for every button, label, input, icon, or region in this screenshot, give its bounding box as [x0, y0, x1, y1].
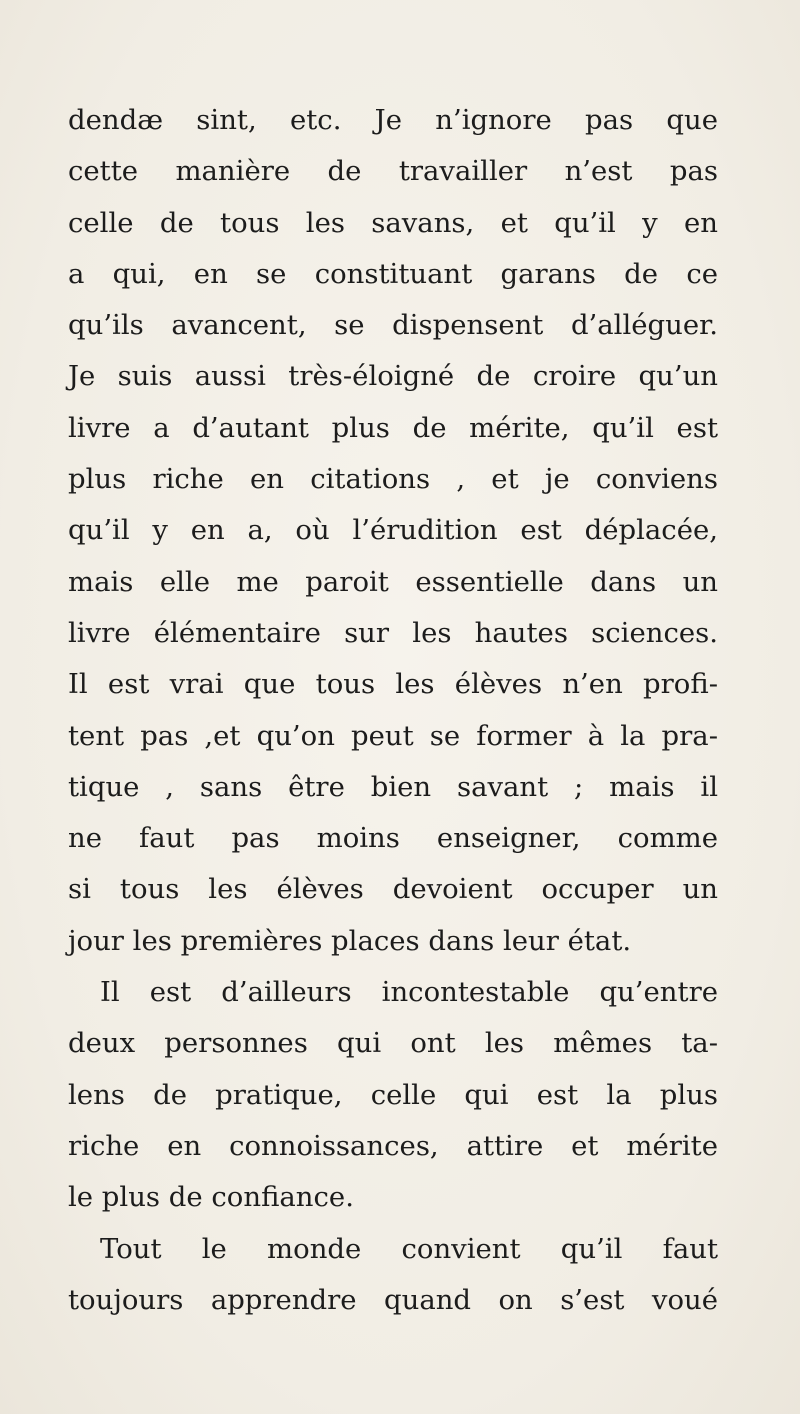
text-line: le plus de confiance.: [68, 1181, 354, 1214]
page-text: [68, 95, 718, 1326]
text-line: Tout le monde convient qu’il faut: [100, 1232, 718, 1265]
paragraph-1: [68, 95, 718, 967]
text-line: deux personnes qui ont les mêmes ta-: [68, 1027, 718, 1060]
paragraph-2: [68, 967, 718, 1223]
text-line: mais elle me paroit essentielle dans un: [68, 565, 718, 598]
text-line: cette manière de travailler n’est pas: [68, 155, 718, 188]
text-line: livre a d’autant plus de mérite, qu’il est: [68, 411, 718, 444]
text-line: si tous les élèves devoient occuper un: [68, 873, 718, 906]
text-line: riche en connoissances, attire et mérite: [68, 1129, 718, 1162]
text-line: Il est vrai que tous les élèves n’en profi-: [68, 668, 718, 701]
text-line: lens de pratique, celle qui est la plus: [68, 1078, 718, 1111]
text-line: jour les premières places dans leur état.: [68, 924, 632, 957]
text-line: Je suis aussi très-éloigné de croire qu’un: [68, 360, 718, 393]
text-line: qu’ils avancent, se dispensent d’alléguer.: [68, 309, 718, 342]
text-line: a qui, en se constituant garans de ce: [68, 257, 718, 290]
text-line: tent pas ,et qu’on peut se former à la pra-: [68, 719, 718, 752]
text-line: dendæ sint, etc. Je n’ignore pas que: [68, 104, 718, 136]
paragraph-3: [68, 1224, 718, 1327]
text-line: qu’il y en a, où l’érudition est déplacée,: [68, 514, 718, 547]
text-line: ne faut pas moins enseigner, comme: [68, 822, 718, 855]
text-line: celle de tous les savans, et qu’il y en: [68, 206, 718, 239]
text-line: Il est d’ailleurs incontestable qu’entre: [100, 976, 718, 1009]
text-line: toujours apprendre quand on s’est voué: [68, 1283, 718, 1316]
text-line: tique , sans être bien savant ; mais il: [68, 770, 718, 803]
text-line: plus riche en citations , et je conviens: [68, 463, 718, 496]
text-line: livre élémentaire sur les hautes sciences.: [68, 616, 718, 649]
